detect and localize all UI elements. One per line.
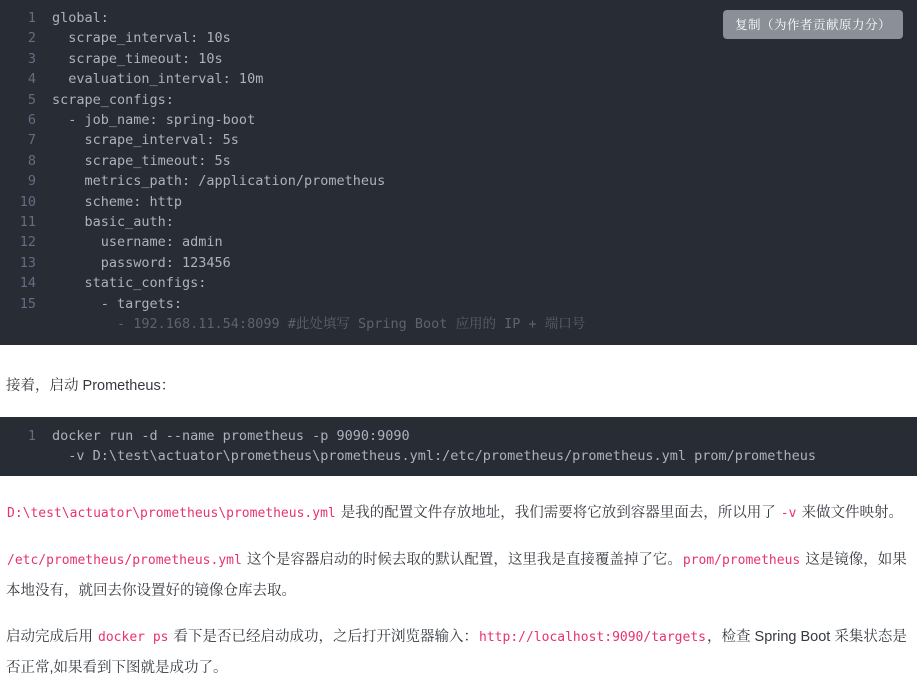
code-line [0, 314, 917, 334]
code-line [0, 426, 917, 446]
inline-code-image-name: prom/prometheus [682, 553, 801, 569]
paragraph-config-path [6, 498, 911, 529]
line-number: 10 [19, 193, 36, 210]
spacer [6, 606, 911, 622]
line-number: 9 [27, 173, 36, 190]
paragraph-text: ，检查 Spring Boot 采集状态是否正常,如果看到下图就是成功了。 [6, 629, 907, 677]
line-number: 5 [27, 91, 36, 108]
code-line [0, 110, 917, 130]
code-line [0, 232, 917, 252]
paragraph-text: 是我的配置文件存放地址，我们需要将它放到容器里面去，所以用了 [336, 505, 780, 522]
code-line-text: - job_name: spring-boot [52, 112, 256, 129]
inline-code-docker-ps: docker ps [98, 630, 169, 646]
code-line [0, 69, 917, 89]
code-line-text: metrics_path: /application/prometheus [52, 173, 386, 190]
line-number: 13 [19, 254, 36, 271]
code-line [0, 130, 917, 150]
code-line [0, 273, 917, 293]
line-number: 2 [27, 30, 36, 47]
paragraph-text: 这是镜像，如果本地没有，就回去你设置好的镜像仓库去取。 [6, 552, 907, 600]
line-number: 12 [19, 234, 36, 251]
code-line-text: scheme: http [52, 193, 183, 210]
line-number: 14 [19, 275, 36, 292]
line-number: 6 [27, 112, 36, 129]
line-number: 8 [27, 152, 36, 169]
code-line [0, 253, 917, 273]
line-number: 7 [27, 132, 36, 149]
code-line [0, 151, 917, 171]
line-number: 1 [27, 10, 36, 26]
line-number: 3 [27, 50, 36, 67]
paragraph-verify [6, 622, 911, 683]
inline-code-config-path: D:\test\actuator\prometheus\prometheus.yml [7, 506, 336, 522]
code-line-text: username: admin [52, 234, 223, 251]
code-line-text: - targets: [52, 295, 183, 312]
code-line-text: - 192.168.11.54:8099 #此处填写 Spring Boot 应用的 IP + 端口号 [52, 316, 586, 333]
code-line [0, 212, 917, 232]
code-line [0, 90, 917, 110]
intro-paragraph: 接着，启动 Prometheus： [6, 377, 176, 394]
inline-code-targets-url[interactable]: http://localhost:9090/targets [479, 630, 706, 646]
code-line-text: basic_auth: [52, 214, 174, 231]
paragraph-container-path [6, 545, 911, 606]
inline-code-container-path: /etc/prometheus/prometheus.yml [7, 553, 242, 569]
line-number: 15 [19, 295, 36, 312]
code-line [0, 171, 917, 191]
code-line-text: docker run -d --name prometheus -p 9090:9090 [52, 427, 410, 444]
code-line [0, 49, 917, 69]
code-line-text: scrape_timeout: 5s [52, 152, 231, 169]
line-number: 1 [27, 427, 36, 444]
code-line [0, 446, 917, 466]
code-block-docker-run [0, 417, 917, 477]
code-line-text: -v D:\test\actuator\prometheus\prometheus.yml:/etc/prometheus/prometheus.yml prom/prometheus [52, 447, 817, 464]
inline-code-v-flag: -v [780, 506, 797, 522]
code-line-text: evaluation_interval: 10m [52, 71, 264, 88]
spacer [0, 345, 917, 371]
code-line-text: scrape_configs: [52, 91, 174, 108]
code-line-text: scrape_interval: 5s [52, 132, 239, 149]
paragraph-text: 启动完成后用 [6, 629, 98, 646]
code-line [0, 294, 917, 314]
spacer [0, 476, 917, 498]
explanation-paragraphs [0, 498, 917, 683]
copy-code-button[interactable]: 复制（为作者贡献原力分） [723, 10, 903, 39]
paragraph-text: 这个是容器启动的时候去取的默认配置，这里我是直接覆盖掉了它。 [242, 552, 682, 569]
code-line-text: password: 123456 [52, 254, 231, 271]
intro-paragraph-wrapper [0, 371, 917, 401]
paragraph-text: 来做文件映射。 [797, 505, 903, 522]
spacer [6, 529, 911, 545]
line-number: 11 [19, 214, 36, 231]
code-line-text: global: [52, 10, 109, 26]
paragraph-text: 看下是否已经启动成功，之后打开浏览器输入： [169, 629, 479, 646]
code-line [0, 192, 917, 212]
code-line-text: scrape_interval: 10s [52, 30, 231, 47]
code-line-text: static_configs: [52, 275, 207, 292]
line-number: 4 [27, 71, 36, 88]
spacer [0, 401, 917, 417]
code-line-text: scrape_timeout: 10s [52, 50, 223, 67]
